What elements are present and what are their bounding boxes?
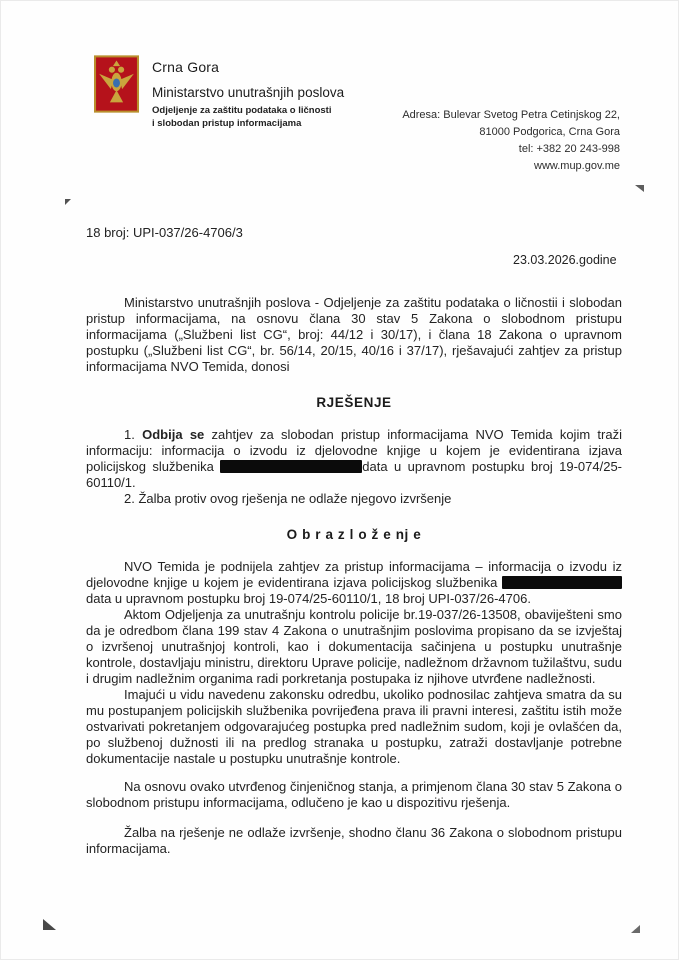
reasoning-p1-text: NVO Temida je podnijela zahtjev za pristup informacijama – informacija o izvodu iz djelovodne knjige u kojem je evidentirana izjava policijskog službenika	[86, 559, 622, 590]
intro-paragraph: Ministarstvo unutrašnjih poslova - Odjeljenje za zaštitu podataka o ličnostii i slobodan pristup informacijama, na osnovu člana 30 stav 5 Zakona o slobodnom pristupu informacijama („Službeni list CG“, broj: 44/12 i 30/17), i člana 18 Zakona o upravnom postupku („Službeni list CG“, br. 56/14, 20/15, 40/16 i 37/17), rješavajući zahtjev za pristup informacijama NVO Temida, donosi	[86, 295, 622, 374]
redaction-bar	[502, 576, 622, 589]
letterhead-address-block	[402, 108, 620, 176]
decision-item-2: 2. Žalba protiv ovog rješenja ne odlaže njegovo izvršenje	[124, 491, 452, 506]
decision-item-1-text: zahtjev za slobodan pristup informacijama NVO Temida kojim traži informaciju: informacija o izvodu iz djelovodne knjige u kojem je evidentirana izjava policijskog službenika	[86, 427, 622, 474]
decision-item-1-verdict: Odbija se	[142, 427, 205, 442]
decision-item-1-number: 1.	[124, 427, 143, 442]
department-line-1: Odjeljenje za zaštitu podataka o ličnosti	[152, 105, 332, 116]
reasoning-title: O b r a z l o ž e nj e	[286, 527, 422, 542]
reasoning-paragraph-5: Žalba na rješenje ne odlaže izvršenje, shodno članu 36 Zakona o slobodnom pristupu informacijama.	[86, 825, 622, 856]
address-phone: tel: +382 20 243-998	[518, 142, 620, 155]
address-website: www.mup.gov.me	[534, 159, 620, 172]
decision-item-1	[86, 427, 622, 491]
document-date: 23.03.2026.godine	[513, 253, 617, 267]
letterhead-org-block	[152, 59, 344, 131]
document-body	[86, 295, 622, 857]
address-line: 81000 Podgorica, Crna Gora	[479, 125, 620, 138]
department-name	[152, 105, 344, 131]
reasoning-p1-text-end: data u upravnom postupku broj 19-074/25-60110/1, 18 broj UPI-037/26-4706.	[86, 591, 531, 606]
redaction-bar	[220, 460, 362, 473]
country-name: Crna Gora	[152, 59, 220, 75]
decision-item-1-text-end: data u upravnom postupku broj 19-074/25-60110/1.	[86, 459, 623, 490]
department-line-2: i slobodan pristup informacijama	[152, 117, 302, 129]
scan-artifact	[43, 919, 56, 930]
reasoning-paragraph-4: Na osnovu ovako utvrđenog činjeničnog stanja, a primjenom člana 30 stav 5 Zakona o slobodnom pristupu informacijama, odlučeno je kao u dispozitivu rješenja.	[86, 779, 622, 810]
reasoning-paragraph-3: Imajući u vidu navedenu zakonsku odredbu, ukoliko podnosilac zahtjeva smatra da su mu postupanjem policijskih službenika povrijeđena prava ili pravni interesi, zaštitu istih može ostvarivati pokretanjem odgovarajućeg postupka pred nadležnim sudom, koji je ovlašćen da, po službenoj dužnosti ili na predlog stranaka u postupku, zatraži dostavljanje potrebne dokumentacije nastale u postupku unutrašnje kontrole.	[86, 687, 622, 766]
reasoning-paragraph-2: Aktom Odjeljenja za unutrašnju kontrolu policije br.19-037/26-13508, obaviješteni smo da je odredbom člana 199 stav 4 Zakona o unutrašnjim poslovima propisano da se izvještaj o izvršenoj unutrašnjoj kontroli, kao i dokumentacija sačinjena u postupku unutrašnje kontrole, dostavljaju ministru, direktoru Uprave policije, nadležnom državnom tužilaštvu, sudu i drugim nadležnim organima radi porkretanja postupaka iz njihove utvrđene nadležnosti.	[86, 607, 622, 686]
scan-artifact	[635, 185, 644, 192]
reasoning-paragraph-1	[86, 559, 622, 607]
decision-title: RJEŠENJE	[316, 395, 392, 410]
montenegro-coat-of-arms-icon	[94, 55, 139, 113]
ministry-name: Ministarstvo unutrašnjih poslova	[152, 85, 345, 100]
case-number: 18 broj: UPI-037/26-4706/3	[86, 225, 243, 240]
scan-artifact	[631, 925, 640, 933]
scan-artifact	[65, 199, 71, 205]
address-line: Adresa: Bulevar Svetog Petra Cetinjskog 22,	[402, 109, 620, 121]
